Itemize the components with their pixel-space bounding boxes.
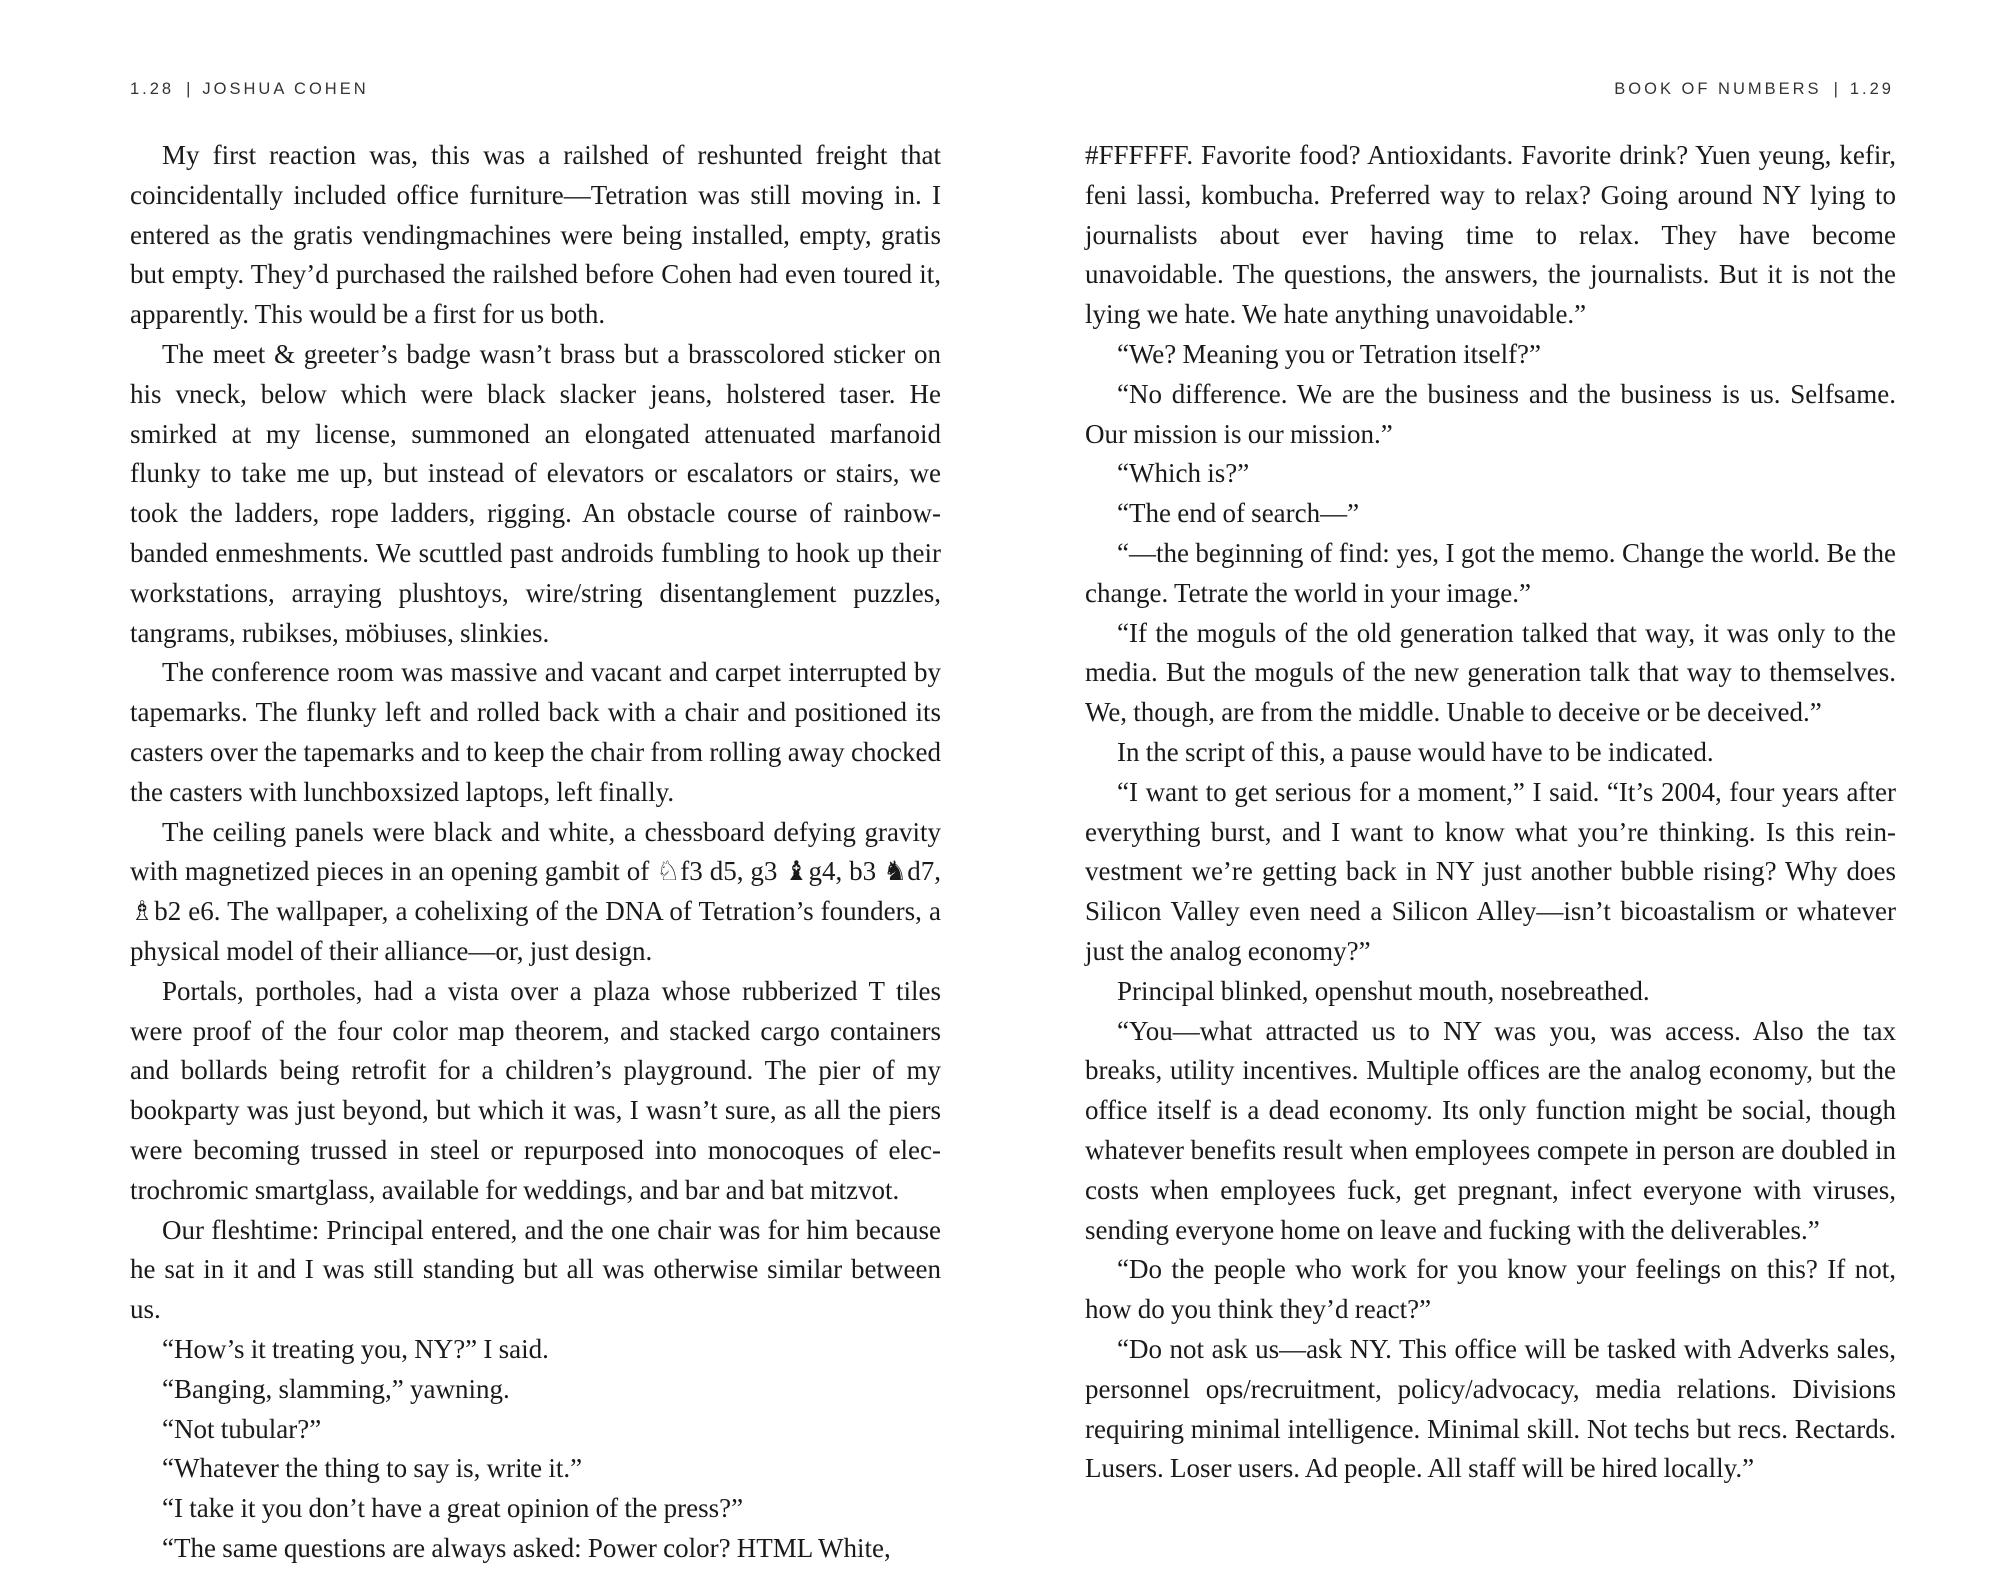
paragraph: The conference room was massive and vacant and carpet interrupted by tapemarks. The flunky left and rolled back with a chair and positioned its casters over the tapemarks and to keep the chair from rolling away chocked the casters with lunchboxsized laptops, left finally.: [130, 657, 941, 807]
right-running-head: [1614, 80, 1894, 99]
paragraph: “No difference. We are the business and the business is us. Selfsame. Our mission is our mission.”: [1085, 378, 1896, 449]
paragraph-continued: #FFFFFF. Favorite food? Antioxidants. Favorite drink? Yuen yeung, kefir, feni lassi, kombucha. Preferred way to relax? Going around NY lying to journalists about ever having time to relax. They have become unavoidable. The questions, the answers, the journalists. But it is not the lying we hate. We hate anything unavoidable.”: [1085, 140, 1896, 330]
right-head-separator: |: [1833, 80, 1838, 98]
paragraph: “Whatever the thing to say is, write it.”: [162, 1453, 583, 1484]
left-folio: 1.28: [130, 80, 175, 98]
paragraph: “—the beginning of find: yes, I got the memo. Change the world. Be the change. Tetrate the world in your image.”: [1085, 537, 1896, 608]
paragraph: “Banging, slamming,” yawning.: [162, 1373, 510, 1404]
paragraph: “I take it you don’t have a great opinion of the press?”: [162, 1493, 744, 1524]
left-head-separator: |: [186, 80, 191, 98]
paragraph: “We? Meaning you or Tetration itself?”: [1117, 338, 1542, 369]
left-text-block: [130, 136, 941, 1569]
right-folio: 1.29: [1849, 80, 1894, 98]
paragraph: “How’s it treating you, NY?” I said.: [162, 1333, 549, 1364]
paragraph: In the script of this, a pause would have to be indicated.: [1117, 736, 1714, 767]
paragraph: Principal blinked, openshut mouth, nosebreathed.: [1117, 975, 1650, 1006]
paragraph: “I want to get serious for a moment,” I said. “It’s 2004, four years after everything burst, and I want to know what you’re thinking. Is this reinvestment we’re getting back in NY just another bubble rising? Why does Silicon Valley even need a Silicon Alley—isn’t bicoastalism or whatever just the analog economy?”: [1085, 776, 1896, 966]
right-page: [1000, 0, 2000, 1591]
paragraph: Portals, portholes, had a vista over a plaza whose rubberized T tiles were proof of the four color map theorem, and stacked cargo containers and bollards being retrofit for a children’s playground. The pier of my bookparty was just beyond, but which it was, I wasn’t sure, as all the piers were becoming trussed in steel or repurposed into monocoques of electrochromic smartglass, available for weddings, and bar and bat mitzvot.: [130, 975, 941, 1205]
paragraph: “Not tubular?”: [162, 1413, 322, 1444]
paragraph: My first reaction was, this was a railshed of reshunted freight that coincidentally included office furniture—Tetration was still moving in. I entered as the gratis vendingmachines were being installed, empty, gratis but empty. They’d purchased the railshed before Cohen had even toured it, apparently. This would be a first for us both.: [130, 140, 941, 330]
left-running-head: [130, 80, 369, 99]
author-name: JOSHUA COHEN: [202, 80, 369, 98]
paragraph: “The end of search—”: [1117, 498, 1360, 529]
paragraph: “Do not ask us—ask NY. This office will be tasked with Adverks sales, personnel ops/recruitment, policy/advocacy, media relations. Divisions requiring minimal intelligence. Minimal skill. Not techs but recs. Rectards. Lusers. Loser users. Ad people. All staff will be hired locally.”: [1085, 1333, 1896, 1484]
paragraph: Our fleshtime: Principal entered, and the one chair was for him because he sat in it and I was still standing but all was otherwise similar between us.: [130, 1214, 941, 1325]
paragraph: “If the moguls of the old generation talked that way, it was only to the media. But the moguls of the new generation talk that way to themselves. We, though, are from the middle. Unable to deceive or be deceived.”: [1085, 617, 1896, 728]
paragraph: The ceiling panels were black and white, a chessboard defying gravity with magnetized pieces in an opening gambit of ♘f3 d5, g3 ♝g4, b3 ♞d7, ♗b2 e6. The wallpaper, a cohelixing of the DNA of Tetration’s founders, a physical model of their alliance—or, just design.: [130, 816, 941, 966]
paragraph: The meet & greeter’s badge wasn’t brass but a brasscolored sticker on his vneck, below which were black slacker jeans, holstered taser. He smirked at my license, summoned an elongated attenuated marfanoid flunky to take me up, but instead of elevators or escalators or stairs, we took the ladders, rope ladders, rigging. An obstacle course of rainbow-banded enmeshments. We scuttled past androids fumbling to hook up their workstations, arraying plushtoys, wire/string disentanglement puzzles, tangrams, rubikses, möbiuses, slinkies.: [130, 338, 941, 648]
paragraph: “Do the people who work for you know your feelings on this? If not, how do you think they’d react?”: [1085, 1254, 1896, 1325]
book-title: BOOK OF NUMBERS: [1614, 80, 1822, 98]
paragraph: “The same questions are always asked: Power color? HTML White,: [162, 1532, 891, 1563]
paragraph: “Which is?”: [1117, 458, 1250, 489]
right-text-block: [1085, 136, 1896, 1489]
paragraph: “You—what attracted us to NY was you, was access. Also the tax breaks, utility incentives. Multiple offices are the analog economy, but the office itself is a dead economy. Its only function might be social, though whatever benefits result when employees compete in person are doubled in costs when employees fuck, get pregnant, infect everyone with viruses, sending everyone home on leave and fucking with the deliverables.”: [1085, 1015, 1896, 1245]
